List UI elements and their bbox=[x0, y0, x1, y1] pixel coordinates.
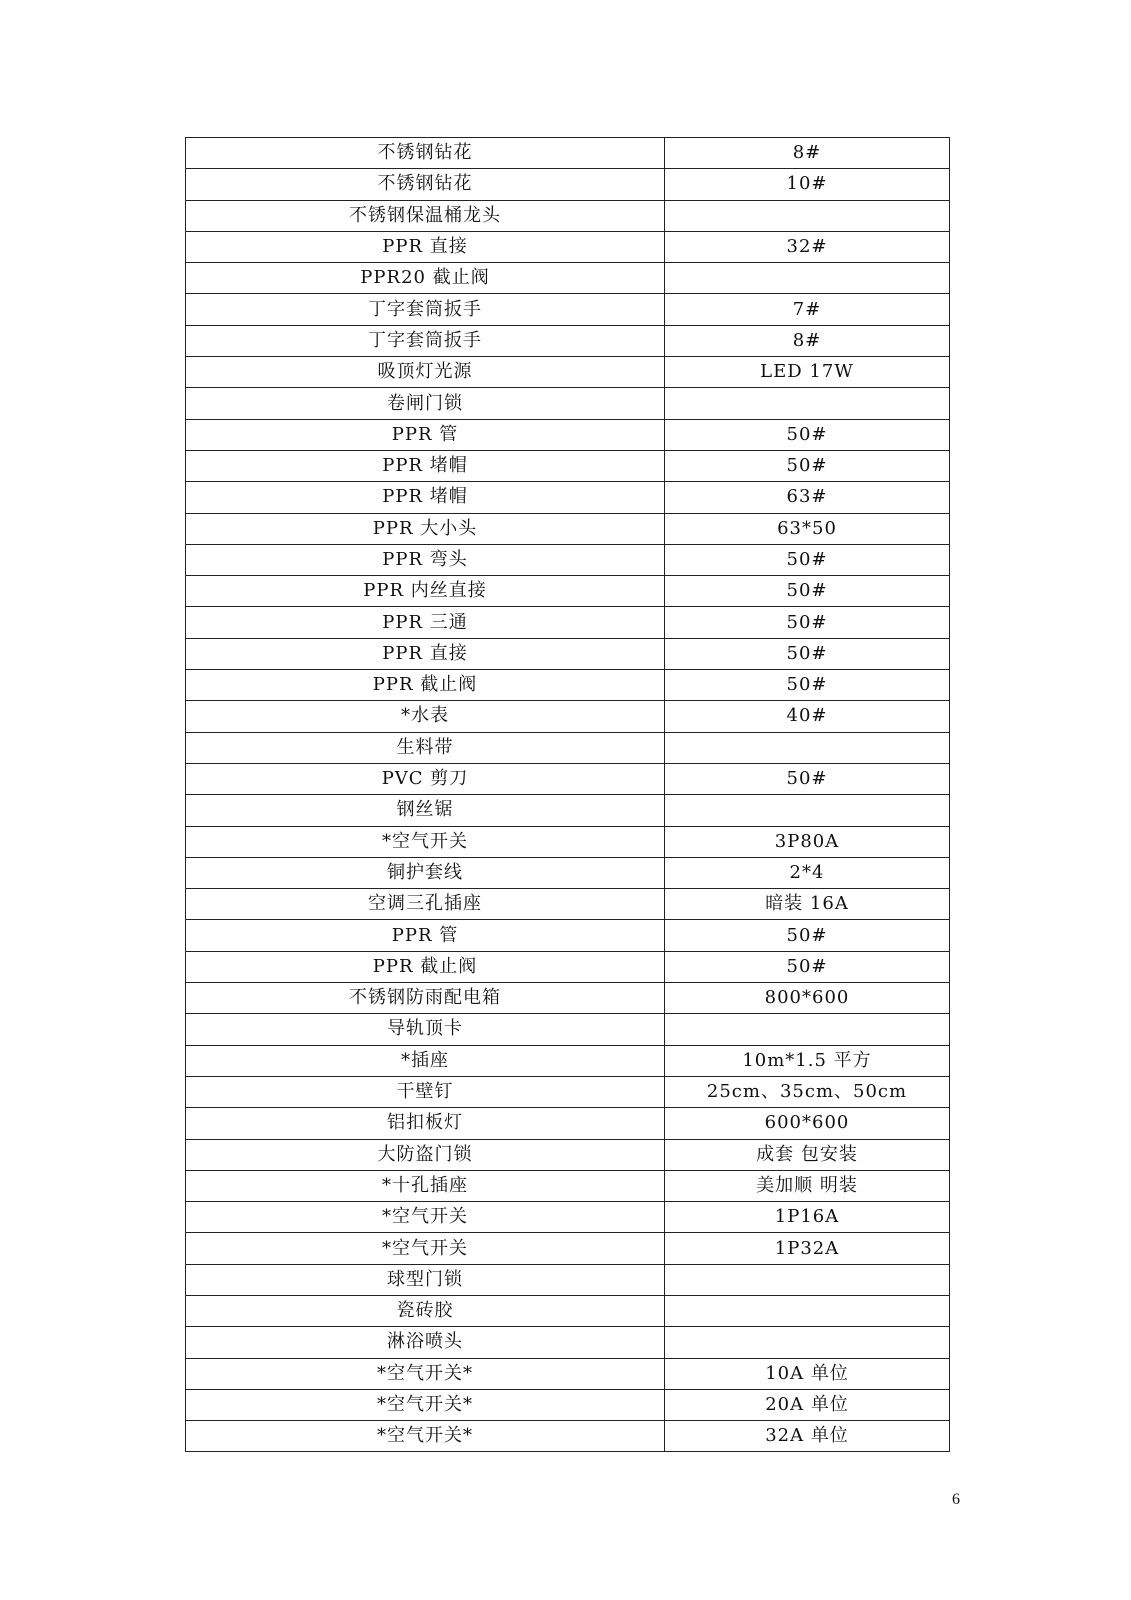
item-name-cell: 球型门锁 bbox=[186, 1264, 665, 1295]
table-row bbox=[186, 920, 950, 951]
item-name-cell: PPR20 截止阀 bbox=[186, 263, 665, 294]
table-row bbox=[186, 951, 950, 982]
item-spec-cell: 32A 单位 bbox=[665, 1421, 950, 1452]
item-name-cell: *水表 bbox=[186, 701, 665, 732]
item-name-cell: PPR 管 bbox=[186, 419, 665, 450]
table-row bbox=[186, 889, 950, 920]
table-row bbox=[186, 1108, 950, 1139]
table-row bbox=[186, 1076, 950, 1107]
table-row bbox=[186, 983, 950, 1014]
item-name-cell: 空调三孔插座 bbox=[186, 889, 665, 920]
table-row bbox=[186, 795, 950, 826]
item-spec-cell: 63*50 bbox=[665, 513, 950, 544]
item-name-cell: PPR 堵帽 bbox=[186, 450, 665, 481]
table-row bbox=[186, 732, 950, 763]
table-row bbox=[186, 200, 950, 231]
item-name-cell: 不锈钢钻花 bbox=[186, 169, 665, 200]
table-row bbox=[186, 1014, 950, 1045]
table-row bbox=[186, 1139, 950, 1170]
item-name-cell: PPR 大小头 bbox=[186, 513, 665, 544]
item-spec-cell: 50# bbox=[665, 951, 950, 982]
item-name-cell: 丁字套筒扳手 bbox=[186, 325, 665, 356]
items-table-body bbox=[186, 138, 950, 1452]
item-spec-cell bbox=[665, 732, 950, 763]
item-spec-cell: 10# bbox=[665, 169, 950, 200]
table-row bbox=[186, 482, 950, 513]
table-row bbox=[186, 357, 950, 388]
table-row bbox=[186, 1202, 950, 1233]
item-spec-cell: 10A 单位 bbox=[665, 1358, 950, 1389]
item-name-cell: 不锈钢保温桶龙头 bbox=[186, 200, 665, 231]
item-name-cell: PPR 管 bbox=[186, 920, 665, 951]
table-row bbox=[186, 1358, 950, 1389]
table-row bbox=[186, 607, 950, 638]
item-spec-cell bbox=[665, 1264, 950, 1295]
item-name-cell: *插座 bbox=[186, 1045, 665, 1076]
table-row bbox=[186, 450, 950, 481]
table-row bbox=[186, 1327, 950, 1358]
item-spec-cell: 50# bbox=[665, 638, 950, 669]
item-spec-cell: 3P80A bbox=[665, 826, 950, 857]
item-spec-cell: 50# bbox=[665, 763, 950, 794]
item-spec-cell: 40# bbox=[665, 701, 950, 732]
table-row bbox=[186, 544, 950, 575]
item-name-cell: PVC 剪刀 bbox=[186, 763, 665, 794]
items-table bbox=[185, 137, 950, 1452]
item-name-cell: PPR 三通 bbox=[186, 607, 665, 638]
item-name-cell: 大防盗门锁 bbox=[186, 1139, 665, 1170]
item-spec-cell bbox=[665, 388, 950, 419]
item-name-cell: PPR 弯头 bbox=[186, 544, 665, 575]
item-spec-cell: 50# bbox=[665, 450, 950, 481]
item-spec-cell: 7# bbox=[665, 294, 950, 325]
item-spec-cell: 50# bbox=[665, 576, 950, 607]
table-row bbox=[186, 1295, 950, 1326]
item-name-cell: 卷闸门锁 bbox=[186, 388, 665, 419]
item-spec-cell bbox=[665, 795, 950, 826]
table-row bbox=[186, 1421, 950, 1452]
item-spec-cell: 50# bbox=[665, 419, 950, 450]
item-name-cell: PPR 截止阀 bbox=[186, 670, 665, 701]
item-name-cell: *空气开关* bbox=[186, 1358, 665, 1389]
table-row bbox=[186, 1233, 950, 1264]
item-spec-cell: 20A 单位 bbox=[665, 1389, 950, 1420]
table-row bbox=[186, 576, 950, 607]
table-row bbox=[186, 1264, 950, 1295]
table-row bbox=[186, 857, 950, 888]
table-row bbox=[186, 670, 950, 701]
item-name-cell: PPR 直接 bbox=[186, 638, 665, 669]
item-spec-cell: 8# bbox=[665, 325, 950, 356]
item-spec-cell: 10m*1.5 平方 bbox=[665, 1045, 950, 1076]
table-row bbox=[186, 1389, 950, 1420]
item-spec-cell: 800*600 bbox=[665, 983, 950, 1014]
item-name-cell: 吸顶灯光源 bbox=[186, 357, 665, 388]
item-name-cell: 不锈钢防雨配电箱 bbox=[186, 983, 665, 1014]
item-name-cell: 干壁钉 bbox=[186, 1076, 665, 1107]
table-row bbox=[186, 763, 950, 794]
item-name-cell: 钢丝锯 bbox=[186, 795, 665, 826]
item-spec-cell: 2*4 bbox=[665, 857, 950, 888]
item-spec-cell: 成套 包安装 bbox=[665, 1139, 950, 1170]
table-row bbox=[186, 325, 950, 356]
item-name-cell: 导轨顶卡 bbox=[186, 1014, 665, 1045]
table-row bbox=[186, 263, 950, 294]
item-spec-cell bbox=[665, 1295, 950, 1326]
item-spec-cell bbox=[665, 263, 950, 294]
item-spec-cell: 600*600 bbox=[665, 1108, 950, 1139]
item-spec-cell: 美加顺 明装 bbox=[665, 1170, 950, 1201]
table-row bbox=[186, 701, 950, 732]
table-row bbox=[186, 138, 950, 169]
item-spec-cell bbox=[665, 1327, 950, 1358]
table-row bbox=[186, 231, 950, 262]
item-name-cell: PPR 直接 bbox=[186, 231, 665, 262]
item-spec-cell: 63# bbox=[665, 482, 950, 513]
item-name-cell: 丁字套筒扳手 bbox=[186, 294, 665, 325]
item-spec-cell bbox=[665, 200, 950, 231]
item-name-cell: *空气开关 bbox=[186, 826, 665, 857]
item-name-cell: PPR 堵帽 bbox=[186, 482, 665, 513]
item-name-cell: *空气开关 bbox=[186, 1202, 665, 1233]
table-row bbox=[186, 1170, 950, 1201]
table-row bbox=[186, 638, 950, 669]
item-spec-cell: 50# bbox=[665, 607, 950, 638]
item-name-cell: 瓷砖胶 bbox=[186, 1295, 665, 1326]
table-row bbox=[186, 169, 950, 200]
item-spec-cell: 1P32A bbox=[665, 1233, 950, 1264]
item-spec-cell: 50# bbox=[665, 544, 950, 575]
table-row bbox=[186, 419, 950, 450]
item-name-cell: PPR 内丝直接 bbox=[186, 576, 665, 607]
item-name-cell: 生料带 bbox=[186, 732, 665, 763]
item-name-cell: 铜护套线 bbox=[186, 857, 665, 888]
item-name-cell: *十孔插座 bbox=[186, 1170, 665, 1201]
item-spec-cell: 8# bbox=[665, 138, 950, 169]
item-spec-cell: 25cm、35cm、50cm bbox=[665, 1076, 950, 1107]
item-spec-cell: 1P16A bbox=[665, 1202, 950, 1233]
table-row bbox=[186, 1045, 950, 1076]
item-spec-cell bbox=[665, 1014, 950, 1045]
page-number: 6 bbox=[952, 1491, 960, 1508]
item-name-cell: 淋浴喷头 bbox=[186, 1327, 665, 1358]
item-name-cell: *空气开关 bbox=[186, 1233, 665, 1264]
item-spec-cell: 50# bbox=[665, 670, 950, 701]
table-row bbox=[186, 826, 950, 857]
item-name-cell: *空气开关* bbox=[186, 1389, 665, 1420]
item-spec-cell: 暗装 16A bbox=[665, 889, 950, 920]
item-spec-cell: LED 17W bbox=[665, 357, 950, 388]
item-name-cell: PPR 截止阀 bbox=[186, 951, 665, 982]
item-spec-cell: 32# bbox=[665, 231, 950, 262]
item-name-cell: 铝扣板灯 bbox=[186, 1108, 665, 1139]
item-spec-cell: 50# bbox=[665, 920, 950, 951]
table-row bbox=[186, 294, 950, 325]
table-row bbox=[186, 513, 950, 544]
table-row bbox=[186, 388, 950, 419]
item-name-cell: *空气开关* bbox=[186, 1421, 665, 1452]
item-name-cell: 不锈钢钻花 bbox=[186, 138, 665, 169]
